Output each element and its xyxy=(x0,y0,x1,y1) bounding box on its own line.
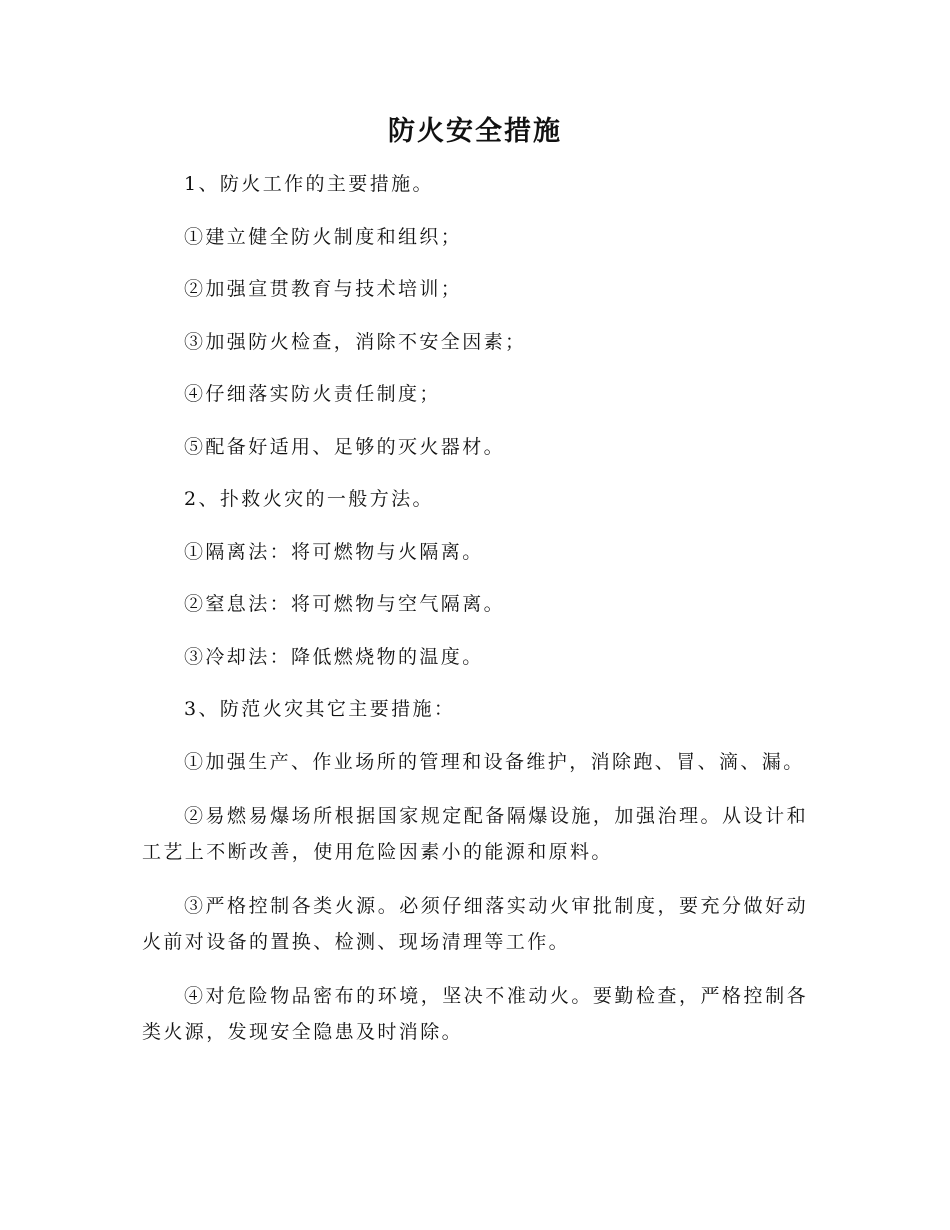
document-title: 防火安全措施 xyxy=(388,116,562,147)
list-item: ④仔细落实防火责任制度； xyxy=(184,383,441,405)
list-item: ⑤配备好适用、足够的灭火器材。 xyxy=(184,435,506,458)
section-heading-2: 2、扑救火灾的一般方法。 xyxy=(184,488,434,510)
list-item: ①建立健全防火制度和组织； xyxy=(184,225,463,248)
list-item: ②易燃易爆场所根据国家规定配备隔爆设施，加强治理。从设计和工艺上不断改善，使用危险因素小的能源和原料。 xyxy=(142,804,808,863)
section-heading-1: 1、防火工作的主要措施。 xyxy=(184,173,434,195)
list-item: ③严格控制各类火源。必须仔细落实动火审批制度，要充分做好动火前对设备的置换、检测、现场清理等工作。 xyxy=(142,894,808,953)
list-item: ③冷却法：降低燃烧物的温度。 xyxy=(184,645,484,668)
list-item: ③加强防火检查，消除不安全因素； xyxy=(184,330,527,353)
list-item: ①隔离法：将可燃物与火隔离。 xyxy=(184,540,484,563)
document-body xyxy=(142,166,808,1068)
section-heading-3: 3、防范火灾其它主要措施： xyxy=(184,698,456,720)
list-item: ①加强生产、作业场所的管理和设备维护，消除跑、冒、滴、漏。 xyxy=(184,750,805,773)
list-item: ④对危险物品密布的环境，坚决不准动火。要勤检查，严格控制各类火源，发现安全隐患及时消除。 xyxy=(142,984,808,1043)
list-item: ②窒息法：将可燃物与空气隔离。 xyxy=(184,593,506,615)
list-item: ②加强宣贯教育与技术培训； xyxy=(184,278,463,300)
